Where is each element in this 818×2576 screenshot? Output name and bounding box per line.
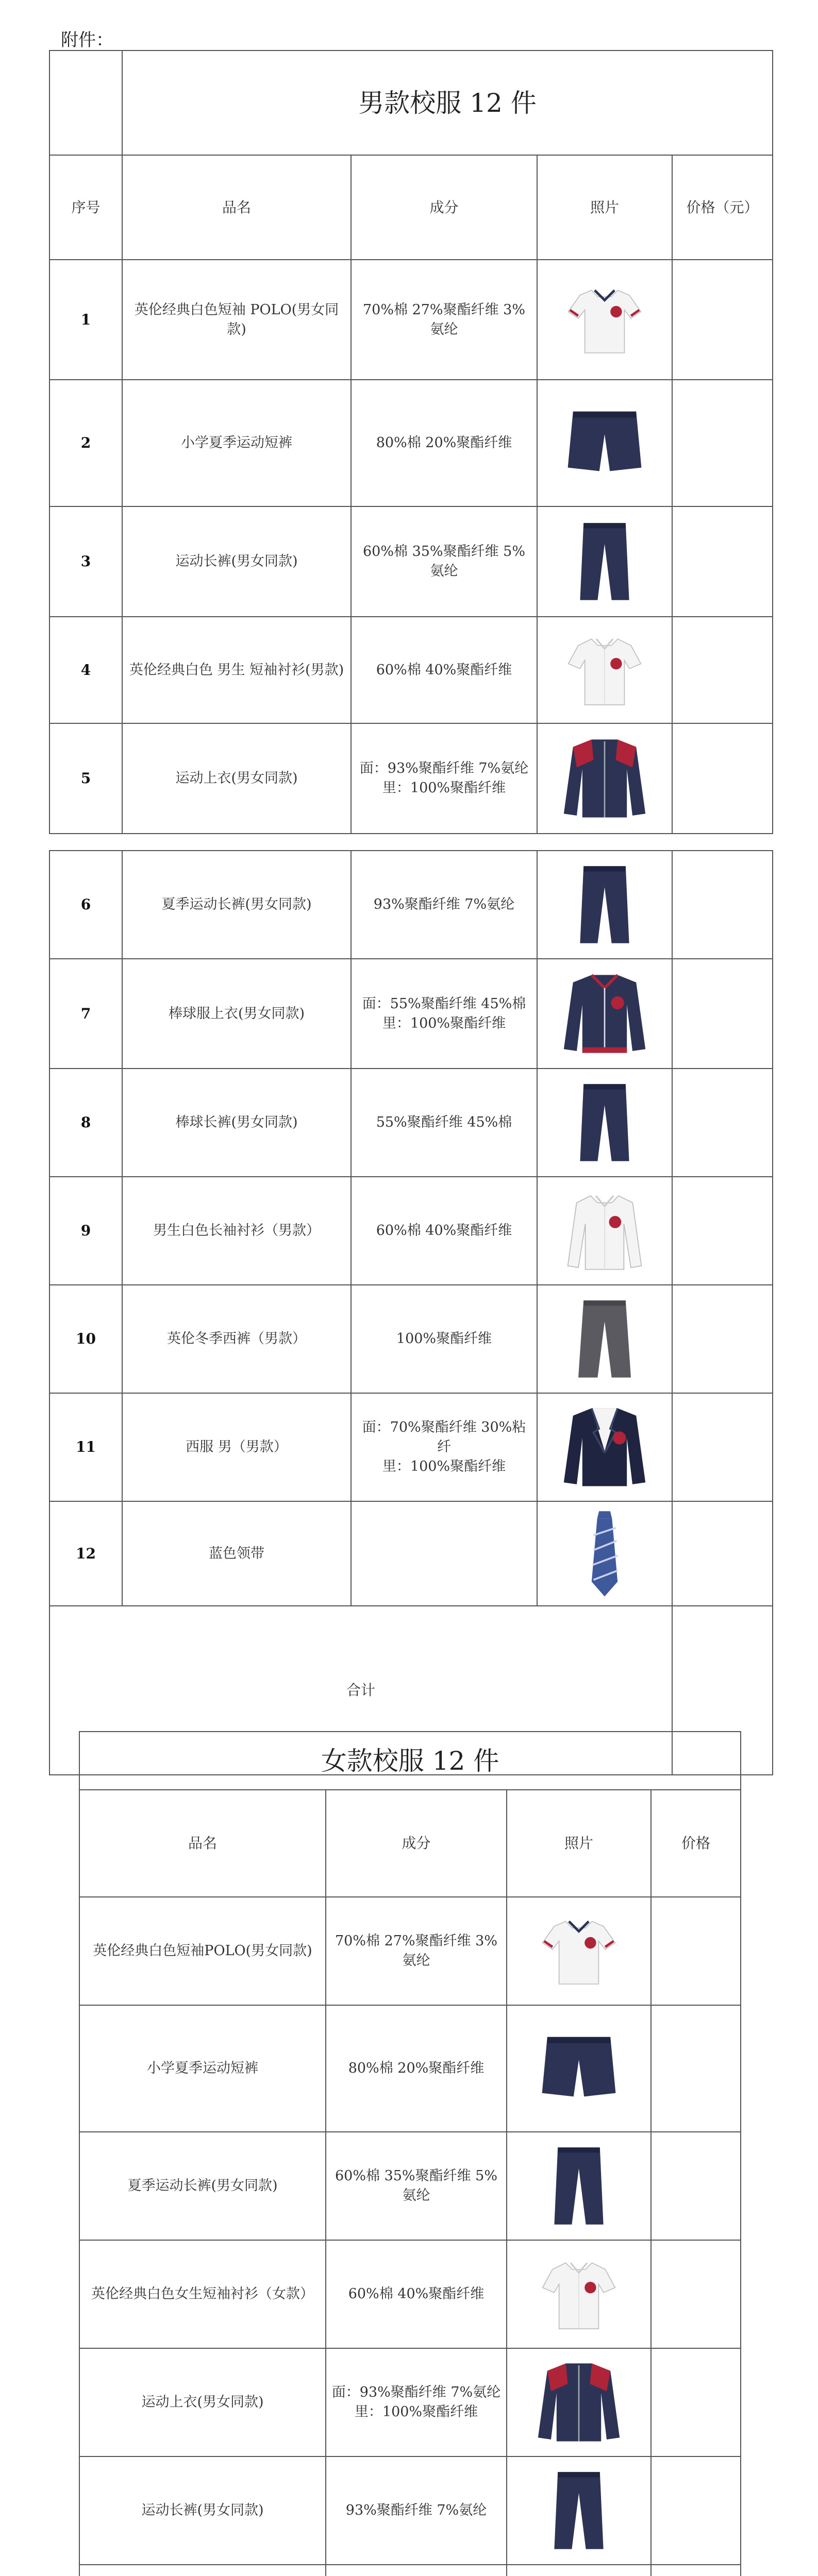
row-item-name: 小学夏季运动短裤 <box>122 380 351 506</box>
row-price[interactable] <box>672 506 773 617</box>
row-price[interactable] <box>651 2005 741 2132</box>
short-sleeve-shirt-icon <box>543 629 666 711</box>
row-composition: 93%聚酯纤维 7%氨纶 <box>351 851 537 959</box>
table-row <box>49 617 773 723</box>
table-row <box>79 2240 741 2348</box>
male-uniform-table-continued <box>49 850 773 1775</box>
table-row <box>79 1897 741 2005</box>
row-photo <box>537 617 672 723</box>
row-photo <box>537 851 672 959</box>
row-price[interactable] <box>672 1177 773 1285</box>
row-item-name: 夏季运动长裤(男女同款) <box>122 851 351 959</box>
row-item-name: 男生白色长袖衬衫（男款） <box>122 1177 351 1285</box>
table-row <box>49 1501 773 1606</box>
pants-icon <box>543 861 666 948</box>
row-photo <box>537 1069 672 1177</box>
female-uniform-table <box>79 1731 741 2576</box>
row-price[interactable] <box>672 260 773 380</box>
row-photo <box>507 2565 651 2576</box>
row-composition: 60%棉 35%聚酯纤维 5%氨纶 <box>351 506 537 617</box>
header-photo: 照片 <box>537 155 672 260</box>
row-item-name: 运动上衣(男女同款) <box>122 723 351 834</box>
row-photo <box>537 1393 672 1501</box>
table-row <box>79 2132 741 2240</box>
male-uniform-table <box>49 50 773 834</box>
row-photo <box>507 2005 651 2132</box>
header-name: 品名 <box>122 155 351 260</box>
row-item-name: 运动长裤(男女同款) <box>122 506 351 617</box>
table-row <box>79 2565 741 2576</box>
row-price[interactable] <box>651 1897 741 2005</box>
row-item-name <box>79 2565 326 2576</box>
table-row <box>79 2456 741 2565</box>
row-price[interactable] <box>672 1069 773 1177</box>
pants-icon <box>543 1079 666 1166</box>
row-composition: 80%棉 20%聚酯纤维 <box>326 2005 507 2132</box>
row-price[interactable] <box>672 851 773 959</box>
row-seq: 4 <box>49 617 122 723</box>
table-row <box>49 1177 773 1285</box>
row-seq: 1 <box>49 260 122 380</box>
row-photo <box>537 1501 672 1606</box>
row-item-name: 英伦冬季西裤（男款） <box>122 1285 351 1393</box>
row-composition: 70%棉 27%聚酯纤维 3%氨纶 <box>351 260 537 380</box>
female-table-title: 女款校服 12 件 <box>79 1732 741 1790</box>
header-photo: 照片 <box>507 1790 651 1897</box>
row-seq: 11 <box>49 1393 122 1501</box>
row-photo <box>537 506 672 617</box>
header-composition: 成分 <box>326 1790 507 1897</box>
title-spacer-cell <box>49 50 122 155</box>
row-composition: 60%棉 40%聚酯纤维 <box>326 2240 507 2348</box>
table-row <box>49 851 773 959</box>
table-row <box>79 2005 741 2132</box>
male-total-label: 合计 <box>49 1606 672 1775</box>
row-item-name: 英伦经典白色短袖 POLO(男女同款) <box>122 260 351 380</box>
row-item-name: 英伦经典白色 男生 短袖衬衫(男款) <box>122 617 351 723</box>
row-item-name: 棒球长裤(男女同款) <box>122 1069 351 1177</box>
necktie-icon <box>543 1507 666 1600</box>
row-photo <box>537 380 672 506</box>
row-composition <box>326 2565 507 2576</box>
row-composition: 60%棉 40%聚酯纤维 <box>351 617 537 723</box>
male-table-title: 男款校服 12 件 <box>122 50 773 155</box>
row-item-name: 英伦经典白色短袖POLO(男女同款) <box>79 1897 326 2005</box>
row-composition: 55%聚酯纤维 45%棉 <box>351 1069 537 1177</box>
row-photo <box>537 959 672 1069</box>
blazer-icon <box>543 1401 666 1494</box>
row-photo <box>507 2132 651 2240</box>
header-price: 价格 <box>651 1790 741 1897</box>
grey-trousers-icon <box>543 1295 666 1383</box>
row-photo <box>537 723 672 834</box>
table-row <box>49 380 773 506</box>
row-price[interactable] <box>651 2565 741 2576</box>
table-row <box>49 1069 773 1177</box>
row-composition: 面：93%聚酯纤维 7%氨纶 里：100%聚酯纤维 <box>351 723 537 834</box>
row-composition: 70%棉 27%聚酯纤维 3%氨纶 <box>326 1897 507 2005</box>
long-sleeve-shirt-icon <box>543 1187 666 1275</box>
row-composition: 60%棉 35%聚酯纤维 5%氨纶 <box>326 2132 507 2240</box>
row-seq: 2 <box>49 380 122 506</box>
attachment-label: 附件： <box>61 30 113 50</box>
table-row <box>49 1393 773 1501</box>
row-price[interactable] <box>672 723 773 834</box>
header-composition: 成分 <box>351 155 537 260</box>
row-seq: 6 <box>49 851 122 959</box>
row-price[interactable] <box>672 1393 773 1501</box>
row-price[interactable] <box>672 1501 773 1606</box>
row-photo <box>507 1897 651 2005</box>
header-name: 品名 <box>79 1790 326 1897</box>
row-item-name: 棒球服上衣(男女同款) <box>122 959 351 1069</box>
row-photo <box>507 2240 651 2348</box>
row-item-name: 蓝色领带 <box>122 1501 351 1606</box>
row-seq: 9 <box>49 1177 122 1285</box>
pants-icon <box>512 2467 645 2554</box>
table-row <box>49 1285 773 1393</box>
row-composition: 60%棉 40%聚酯纤维 <box>351 1177 537 1285</box>
row-photo <box>537 1177 672 1285</box>
baseball-jacket-icon <box>512 2572 645 2576</box>
pants-icon <box>512 2142 645 2230</box>
header-seq: 序号 <box>49 155 122 260</box>
header-price: 价格（元） <box>672 155 773 260</box>
sport-jacket-icon <box>512 2356 645 2449</box>
shorts-icon <box>543 399 666 487</box>
row-seq: 8 <box>49 1069 122 1177</box>
polo-shirt-icon <box>543 279 666 361</box>
row-composition: 100%聚酯纤维 <box>351 1285 537 1393</box>
table-row <box>79 2348 741 2456</box>
polo-shirt-icon <box>512 1910 645 1992</box>
row-item-name: 西服 男（男款） <box>122 1393 351 1501</box>
row-item-name: 运动长裤(男女同款) <box>79 2456 326 2565</box>
row-composition: 面：70%聚酯纤维 30%粘纤 里：100%聚酯纤维 <box>351 1393 537 1501</box>
short-sleeve-shirt-icon <box>512 2253 645 2335</box>
row-photo <box>507 2456 651 2565</box>
baseball-jacket-icon <box>543 968 666 1060</box>
sport-jacket-icon <box>543 732 666 825</box>
row-item-name: 运动上衣(男女同款) <box>79 2348 326 2456</box>
row-composition: 面：93%聚酯纤维 7%氨纶 里：100%聚酯纤维 <box>326 2348 507 2456</box>
row-composition <box>351 1501 537 1606</box>
table-row <box>49 260 773 380</box>
table-row <box>49 506 773 617</box>
row-photo <box>537 1285 672 1393</box>
row-composition: 面：55%聚酯纤维 45%棉 里：100%聚酯纤维 <box>351 959 537 1069</box>
row-price[interactable] <box>651 2348 741 2456</box>
row-seq: 10 <box>49 1285 122 1393</box>
row-seq: 7 <box>49 959 122 1069</box>
row-item-name: 夏季运动长裤(男女同款) <box>79 2132 326 2240</box>
row-seq: 3 <box>49 506 122 617</box>
row-photo <box>507 2348 651 2456</box>
row-photo <box>537 260 672 380</box>
row-price[interactable] <box>672 380 773 506</box>
row-price[interactable] <box>672 1285 773 1393</box>
row-price[interactable] <box>672 617 773 723</box>
table-row <box>49 959 773 1069</box>
row-composition: 80%棉 20%聚酯纤维 <box>351 380 537 506</box>
row-seq: 12 <box>49 1501 122 1606</box>
shorts-icon <box>512 2025 645 2112</box>
row-seq: 5 <box>49 723 122 834</box>
row-composition: 93%聚酯纤维 7%氨纶 <box>326 2456 507 2565</box>
row-price[interactable] <box>651 2240 741 2348</box>
row-item-name: 小学夏季运动短裤 <box>79 2005 326 2132</box>
pants-icon <box>543 518 666 605</box>
row-price[interactable] <box>651 2456 741 2565</box>
row-price[interactable] <box>651 2132 741 2240</box>
row-item-name: 英伦经典白色女生短袖衬衫（女款） <box>79 2240 326 2348</box>
table-row <box>49 723 773 834</box>
row-price[interactable] <box>672 959 773 1069</box>
